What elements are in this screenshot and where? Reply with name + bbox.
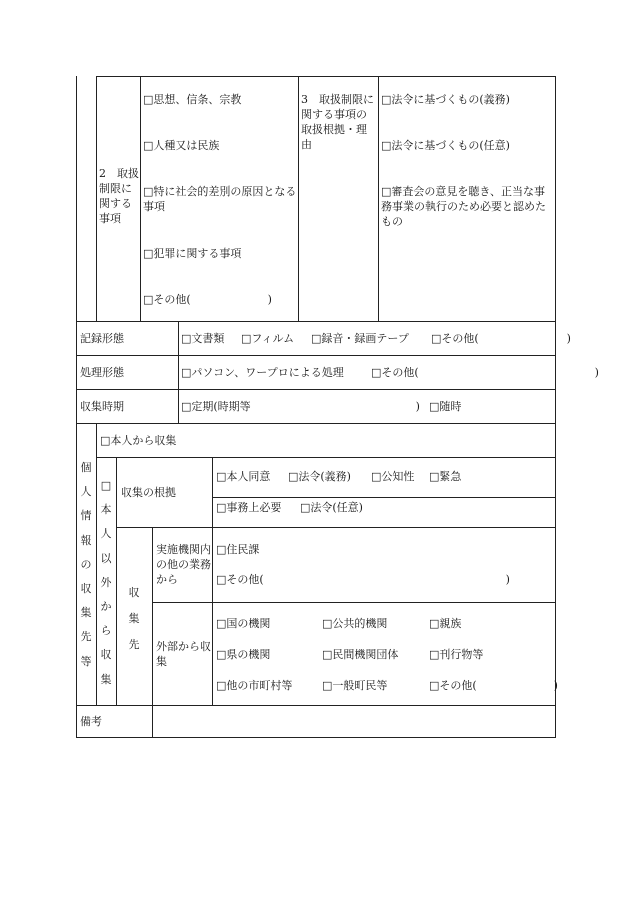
option-relatives[interactable]: □親族: [429, 617, 462, 630]
collection-sources-label: 収集先: [128, 586, 140, 651]
option-law-mandatory[interactable]: □法令に基づくもの(義務): [381, 93, 510, 106]
section2-label: 2 取扱制限に関する事項: [99, 167, 139, 225]
option-from-self[interactable]: □本人から収集: [100, 434, 177, 447]
option-public-knowledge[interactable]: □公知性: [371, 470, 415, 483]
option-residents-division[interactable]: □住民課: [216, 543, 260, 556]
processing-form-label: 処理形態: [80, 366, 124, 379]
option-consent[interactable]: □本人同意: [216, 470, 271, 483]
option-film[interactable]: □フィルム: [241, 332, 295, 345]
option-pc-processing[interactable]: □パソコン、ワープロによる処理: [181, 366, 344, 379]
option-publications[interactable]: □刊行物等: [429, 648, 484, 661]
collection-basis-label: 収集の根拠: [121, 486, 176, 499]
remarks-label: 備考: [80, 715, 102, 728]
option-other-municipality[interactable]: □他の市町村等: [216, 679, 293, 692]
option-national-agency[interactable]: □国の機関: [216, 617, 271, 630]
option-law-optional[interactable]: □法令に基づくもの(任意): [381, 139, 510, 152]
internal-source-label: 実施機関内の他の業務から: [156, 543, 211, 586]
option-external-other[interactable]: □その他( ): [429, 679, 558, 692]
record-form-label: 記録形態: [80, 332, 124, 345]
option-business-necessity[interactable]: □事務上必要: [216, 501, 282, 514]
option-general-residents[interactable]: □一般町民等: [322, 679, 388, 692]
option-thought-belief[interactable]: □思想、信条、宗教: [143, 93, 242, 106]
option-internal-other[interactable]: □その他( ): [216, 573, 510, 586]
option-emergency[interactable]: □緊急: [429, 470, 462, 483]
option-audio-video-tape[interactable]: □録音・録画テープ: [311, 332, 409, 345]
option-crime[interactable]: □犯罪に関する事項: [143, 247, 242, 260]
collection-time-label: 収集時期: [80, 400, 124, 413]
option-public-agency[interactable]: □公共的機関: [322, 617, 388, 630]
option-processing-other[interactable]: □その他( ): [371, 366, 599, 379]
option-basis-law-mandatory[interactable]: □法令(義務): [288, 470, 351, 483]
section3-label: 3 取扱制限に関する事項の取扱根拠・理由: [301, 93, 374, 151]
remarks-field[interactable]: [156, 714, 552, 732]
option-periodic[interactable]: □定期(時期等 ): [181, 400, 420, 413]
option-social-discrimination[interactable]: □特に社会的差別の原因となる事項: [143, 185, 297, 213]
option-private-organization[interactable]: □民間機関団体: [322, 648, 399, 661]
collection-source-label: 個人情報の収集先等: [80, 461, 92, 668]
option-race-ethnicity[interactable]: □人種又は民族: [143, 139, 220, 152]
option-record-other[interactable]: □その他( ): [431, 332, 571, 345]
option-council-approved[interactable]: □審査会の意見を聴き、正当な事務事業の執行のため必要と認めたもの: [381, 185, 546, 228]
option-other-restriction[interactable]: □その他( ): [143, 293, 272, 306]
option-documents[interactable]: □文書類: [181, 332, 225, 345]
option-anytime[interactable]: □随時: [429, 400, 462, 413]
option-from-others[interactable]: □本人以外から収集: [100, 479, 112, 686]
external-source-label: 外部から収集: [156, 640, 211, 668]
option-basis-law-optional[interactable]: □法令(任意): [300, 501, 363, 514]
option-prefecture-agency[interactable]: □県の機関: [216, 648, 271, 661]
